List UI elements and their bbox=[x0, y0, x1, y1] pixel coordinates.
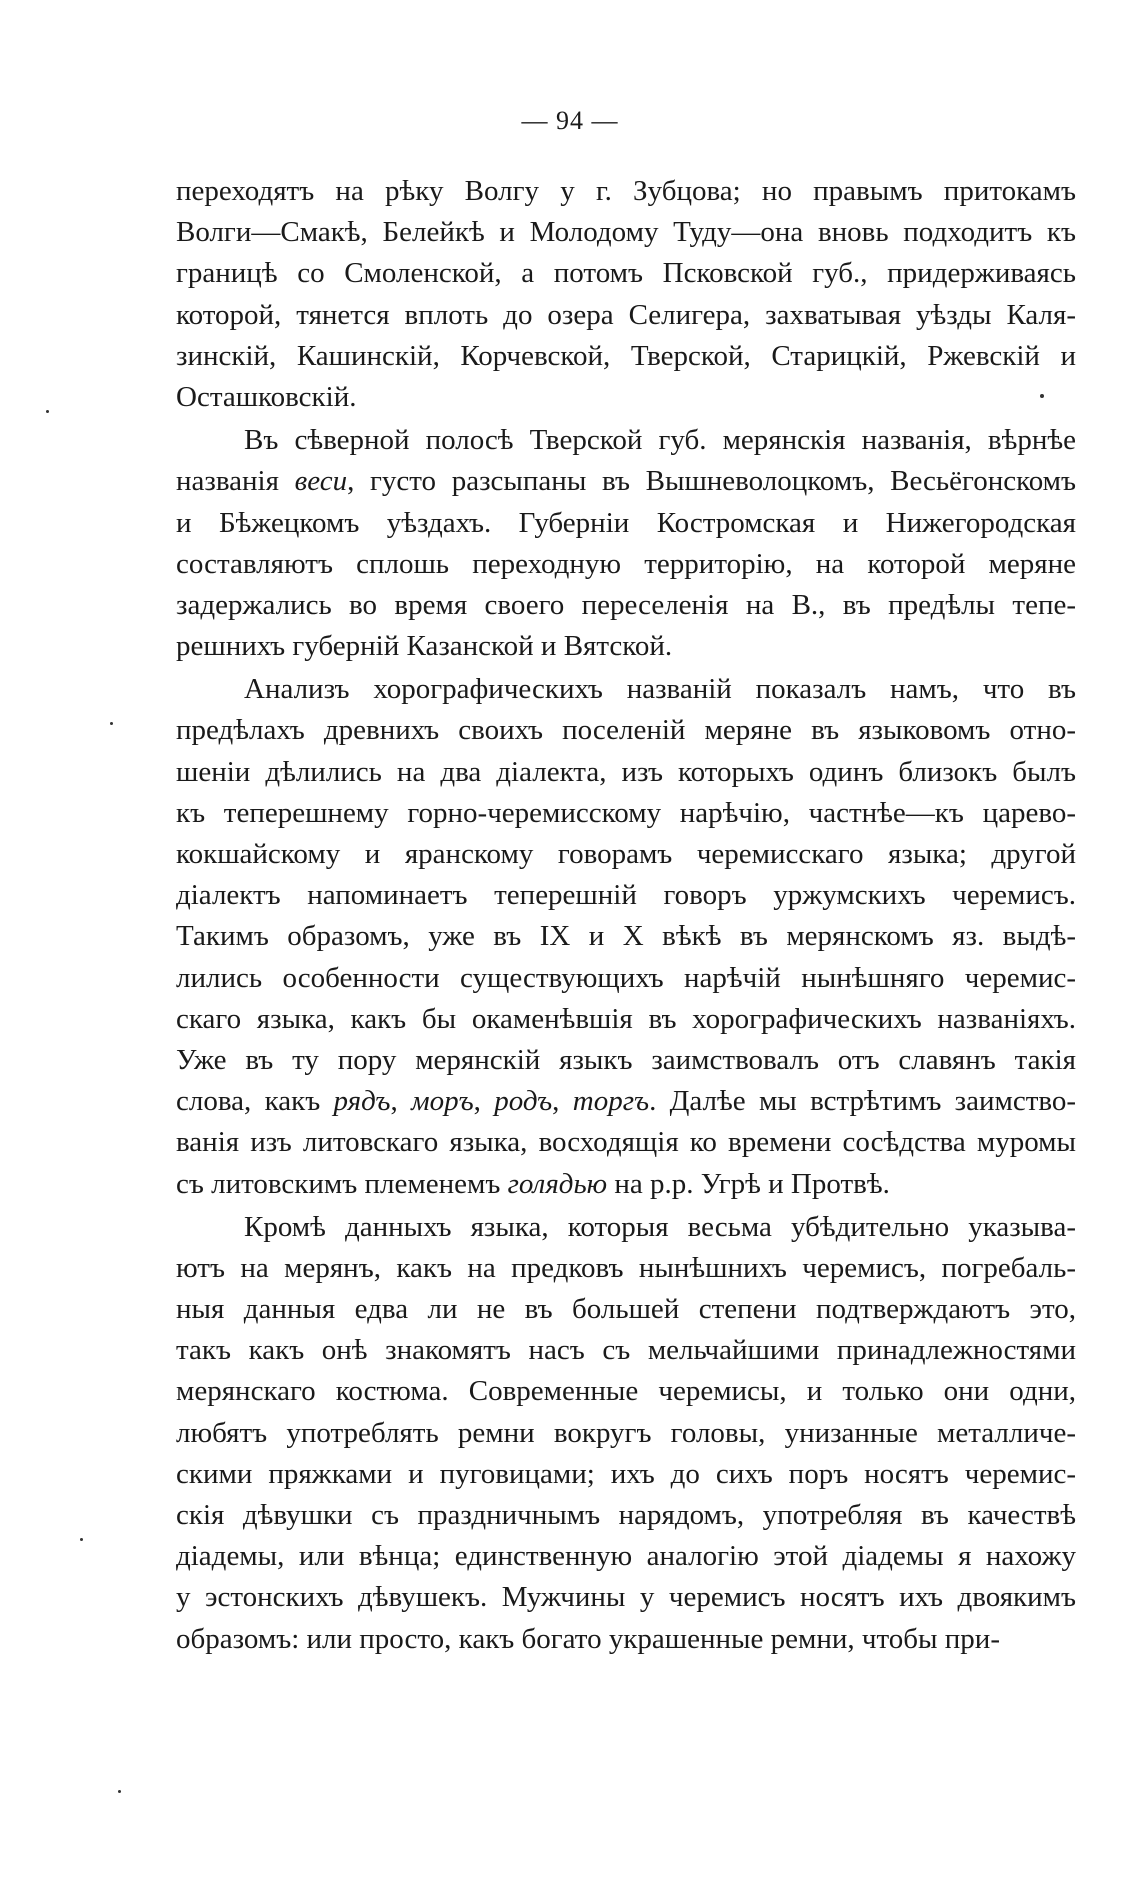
text-line: названія веси, густо разсыпаны въ Вышневолоцкомъ, Весьёгонскомъ bbox=[176, 465, 1076, 498]
body-text bbox=[176, 171, 1076, 1662]
text-line: скія дѣвушки съ праздничнымъ нарядомъ, употребляя въ качествѣ bbox=[176, 1499, 1076, 1531]
scan-speck bbox=[80, 1538, 83, 1541]
text-line: Волги—Смакѣ, Белейкѣ и Молодому Туду—она вновь подходитъ къ bbox=[176, 216, 1076, 249]
text-line: лились особенности существующихъ нарѣчій нынѣшняго черемис- bbox=[176, 961, 1076, 994]
text-line: мерянскаго костюма. Современные черемисы, и только они одни, bbox=[176, 1375, 1076, 1408]
text-line: которой, тянется вплоть до озера Селигера, захватывая уѣзды Каля- bbox=[176, 298, 1076, 331]
paragraph bbox=[176, 669, 1076, 1204]
text-line: кокшайскому и яранскому говорамъ черемисскаго языка; другой bbox=[176, 838, 1076, 870]
text-line: къ теперешнему горно-черемисскому нарѣчію, частнѣе—къ царево- bbox=[176, 796, 1076, 829]
text-line: слова, какъ рядъ, моръ, родъ, торгъ. Далѣе мы встрѣтимъ заимство- bbox=[176, 1085, 1076, 1118]
text-line: ванія изъ литовскаго языка, восходящія ко времени сосѣдства муромы bbox=[176, 1126, 1076, 1159]
text-line: Въ сѣверной полосѣ Тверской губ. мерянскія названія, вѣрнѣе bbox=[244, 424, 1076, 457]
scan-speck bbox=[118, 1790, 121, 1793]
scan-speck bbox=[46, 410, 49, 413]
text-line: скаго языка, какъ бы окаменѣвшія въ хорографическихъ названіяхъ. bbox=[176, 1002, 1076, 1035]
page-number: — 94 — bbox=[521, 106, 619, 135]
text-line: и Бѣжецкомъ уѣздахъ. Губерніи Костромская и Нижегородская bbox=[176, 506, 1076, 539]
text-line: составляютъ сплошь переходную территорію, на которой меряне bbox=[176, 547, 1076, 580]
text-line: предѣлахъ древнихъ своихъ поселеній меряне въ языковомъ отно- bbox=[176, 714, 1076, 747]
scan-speck bbox=[1040, 394, 1044, 398]
text-line: Такимъ образомъ, уже въ IX и X вѣкѣ въ мерянскомъ яз. выдѣ- bbox=[176, 920, 1076, 953]
text-line: образомъ: или просто, какъ богато украшенные ремни, чтобы при- bbox=[176, 1622, 1000, 1655]
text-line: съ литовскимъ племенемъ голядью на р.р. Угрѣ и Протвѣ. bbox=[176, 1167, 890, 1200]
paragraph bbox=[176, 1207, 1076, 1660]
text-line: ютъ на мерянъ, какъ на предковъ нынѣшнихъ черемисъ, погребаль- bbox=[176, 1251, 1076, 1284]
text-line: Осташковскій. bbox=[176, 380, 357, 413]
text-line: переходятъ на рѣку Волгу у г. Зубцова; но правымъ притокамъ bbox=[176, 175, 1076, 207]
text-line: задержались во время своего переселенія на В., въ предѣлы тепе- bbox=[176, 588, 1076, 621]
text-line: діалектъ напоминаетъ теперешній говоръ уржумскихъ черемисъ. bbox=[176, 879, 1076, 912]
scan-speck bbox=[110, 722, 113, 725]
text-line: шеніи дѣлились на два діалекта, изъ которыхъ одинъ близокъ былъ bbox=[176, 755, 1076, 788]
text-line: любятъ употреблять ремни вокругъ головы, унизанные металличе- bbox=[176, 1416, 1076, 1449]
text-line: ныя данныя едва ли не въ большей степени подтверждаютъ это, bbox=[176, 1293, 1076, 1326]
text-line: скими пряжками и пуговицами; ихъ до сихъ поръ носятъ черемис- bbox=[176, 1457, 1076, 1490]
text-line: такъ какъ онѣ знакомятъ насъ съ мельчайшими принадлежностями bbox=[176, 1334, 1076, 1367]
text-line: діадемы, или вѣнца; единственную аналогію этой діадемы я нахожу bbox=[176, 1540, 1076, 1573]
paragraph bbox=[176, 420, 1076, 667]
text-line: Кромѣ данныхъ языка, которыя весьма убѣдительно указыва- bbox=[244, 1210, 1076, 1243]
text-line: Анализъ хорографическихъ названій показалъ намъ, что въ bbox=[244, 673, 1076, 706]
text-line: Уже въ ту пору мерянскій языкъ заимствовалъ отъ славянъ такія bbox=[176, 1043, 1076, 1076]
paragraph bbox=[176, 171, 1076, 418]
text-line: зинскій, Кашинскій, Корчевской, Тверской, Старицкій, Ржевскій и bbox=[176, 339, 1076, 372]
text-line: границѣ со Смоленской, а потомъ Псковской губ., придерживаясь bbox=[176, 257, 1076, 290]
text-line: решнихъ губерній Казанской и Вятской. bbox=[176, 630, 673, 663]
text-line: у эстонскихъ дѣвушекъ. Мужчины у черемисъ носятъ ихъ двоякимъ bbox=[176, 1581, 1076, 1614]
